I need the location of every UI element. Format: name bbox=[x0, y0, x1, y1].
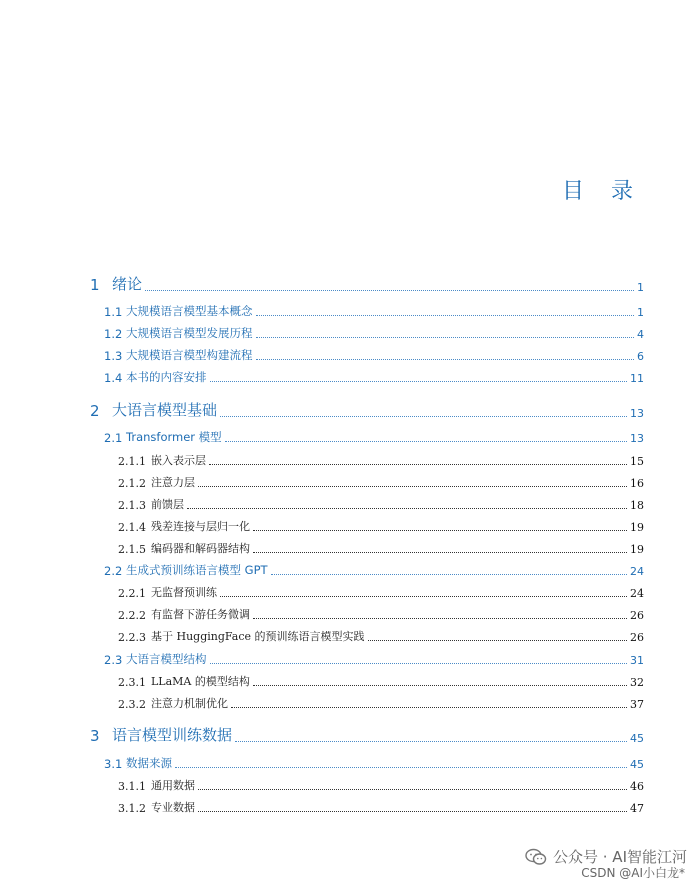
toc-entry-label: 语言模型训练数据 bbox=[112, 726, 233, 744]
toc-entry[interactable] bbox=[90, 724, 644, 745]
toc-entry-label: 注意力机制优化 bbox=[151, 697, 228, 710]
toc-entry-page: 47 bbox=[630, 802, 644, 815]
toc-entry[interactable] bbox=[118, 695, 644, 711]
toc-entry-label: 大语言模型基础 bbox=[112, 401, 218, 419]
dot-leader bbox=[271, 574, 627, 575]
toc-entry-number: 3.1.1 bbox=[118, 780, 146, 793]
toc-entry-number: 2.2.1 bbox=[118, 587, 146, 600]
dot-leader bbox=[198, 811, 627, 812]
toc-entry-number: 1.3 bbox=[104, 349, 123, 363]
toc-entry-number: 2.1.2 bbox=[118, 477, 146, 490]
page-title: 目 录 bbox=[562, 179, 643, 204]
dot-leader bbox=[225, 441, 627, 442]
dot-leader bbox=[210, 663, 628, 664]
toc-entry-page: 45 bbox=[630, 758, 644, 771]
toc-entry-label: 编码器和解码器结构 bbox=[151, 542, 250, 555]
dot-leader bbox=[187, 508, 627, 509]
toc-entry-page: 13 bbox=[630, 432, 644, 445]
dot-leader bbox=[256, 315, 635, 316]
toc-entry-page: 11 bbox=[630, 372, 644, 385]
toc-entry[interactable] bbox=[104, 303, 644, 319]
toc-entry-page: 31 bbox=[630, 654, 644, 667]
toc-entry-number: 2.3.2 bbox=[118, 698, 146, 711]
toc-entry-number: 2.1.4 bbox=[118, 521, 146, 534]
toc-entry-number: 2.1.1 bbox=[118, 455, 146, 468]
toc-entry-label: 生成式预训练语言模型 GPT bbox=[126, 563, 268, 577]
dot-leader bbox=[198, 789, 627, 790]
toc-entry-page: 19 bbox=[630, 543, 644, 556]
toc-entry[interactable] bbox=[104, 651, 644, 667]
toc-entry-number: 2.3 bbox=[104, 653, 123, 667]
toc-entry[interactable] bbox=[118, 474, 644, 490]
dot-leader bbox=[368, 640, 627, 641]
toc-entry-label: 数据来源 bbox=[126, 756, 172, 770]
toc-entry-label: 大规模语言模型构建流程 bbox=[126, 348, 253, 362]
toc-entry-number: 2.2.2 bbox=[118, 609, 146, 622]
toc-entry-page: 1 bbox=[637, 281, 644, 294]
toc-entry-label: 嵌入表示层 bbox=[151, 454, 206, 467]
toc-entry-label: 大规模语言模型基本概念 bbox=[126, 304, 253, 318]
toc-entry-number: 3.1 bbox=[104, 757, 123, 771]
toc-entry[interactable] bbox=[90, 399, 644, 420]
toc-entry[interactable] bbox=[104, 347, 644, 363]
dot-leader bbox=[253, 530, 627, 531]
toc-entry[interactable] bbox=[118, 628, 644, 644]
dot-leader bbox=[175, 767, 627, 768]
wechat-icon bbox=[525, 848, 547, 866]
dot-leader bbox=[210, 381, 628, 382]
toc-entry-page: 24 bbox=[630, 587, 644, 600]
dot-leader bbox=[235, 741, 627, 742]
toc-entry-number: 3.1.2 bbox=[118, 802, 146, 815]
toc-entry-number: 2.3.1 bbox=[118, 676, 146, 689]
toc-entry-page: 37 bbox=[630, 698, 644, 711]
toc-entry-label: 绪论 bbox=[112, 275, 143, 293]
toc-entry-label: Transformer 模型 bbox=[126, 430, 222, 444]
dot-leader bbox=[198, 486, 627, 487]
toc-entry[interactable] bbox=[118, 540, 644, 556]
toc-entry-page: 18 bbox=[630, 499, 644, 512]
toc-entry[interactable] bbox=[104, 429, 644, 445]
toc-entry-number: 1.4 bbox=[104, 371, 123, 385]
toc-entry-label: 有监督下游任务微调 bbox=[151, 608, 250, 621]
dot-leader bbox=[220, 596, 627, 597]
toc-entry-page: 26 bbox=[630, 609, 644, 622]
toc-entry[interactable] bbox=[118, 496, 644, 512]
toc-entry-page: 4 bbox=[637, 328, 644, 341]
toc-entry-page: 45 bbox=[630, 732, 644, 745]
csdn-watermark: CSDN @AI小白龙* bbox=[581, 866, 685, 880]
dot-leader bbox=[253, 618, 627, 619]
dot-leader bbox=[145, 290, 634, 291]
toc-entry-number: 2.1.3 bbox=[118, 499, 146, 512]
toc-entry[interactable] bbox=[118, 584, 644, 600]
toc-entry-label: 残差连接与层归一化 bbox=[151, 520, 250, 533]
toc-entry-page: 15 bbox=[630, 455, 644, 468]
dot-leader bbox=[220, 416, 627, 417]
dot-leader bbox=[253, 685, 627, 686]
toc-entry[interactable] bbox=[118, 452, 644, 468]
toc-entry-label: 大语言模型结构 bbox=[126, 652, 207, 666]
toc-entry-label: 专业数据 bbox=[151, 801, 195, 814]
toc-entry-page: 46 bbox=[630, 780, 644, 793]
toc-entry[interactable] bbox=[118, 799, 644, 815]
watermark-text: 公众号 · AI智能江河 bbox=[553, 848, 687, 866]
toc-entry-page: 13 bbox=[630, 407, 644, 420]
dot-leader bbox=[231, 707, 627, 708]
toc-entry-page: 19 bbox=[630, 521, 644, 534]
toc-entry-label: 基于 HuggingFace 的预训练语言模型实践 bbox=[151, 630, 365, 643]
toc-entry[interactable] bbox=[90, 273, 644, 294]
toc-entry-number: 2.2.3 bbox=[118, 631, 146, 644]
toc-entry[interactable] bbox=[118, 777, 644, 793]
dot-leader bbox=[253, 552, 627, 553]
toc-entry-number: 1 bbox=[90, 276, 100, 294]
toc-entry-number: 2.1.5 bbox=[118, 543, 146, 556]
toc-entry[interactable] bbox=[118, 673, 644, 689]
toc-entry-page: 1 bbox=[637, 306, 644, 319]
toc-entry-label: 注意力层 bbox=[151, 476, 195, 489]
dot-leader bbox=[256, 337, 635, 338]
toc-entry-label: 无监督预训练 bbox=[151, 586, 217, 599]
toc-entry-number: 2.2 bbox=[104, 564, 123, 578]
dot-leader bbox=[209, 464, 627, 465]
toc-entry-page: 6 bbox=[637, 350, 644, 363]
toc-entry-label: 大规模语言模型发展历程 bbox=[126, 326, 253, 340]
toc-entry-number: 2 bbox=[90, 402, 100, 420]
toc-entry[interactable] bbox=[104, 369, 644, 385]
toc-entry-label: 通用数据 bbox=[151, 779, 195, 792]
toc-entry-number: 1.1 bbox=[104, 305, 123, 319]
toc-entry-number: 2.1 bbox=[104, 431, 123, 445]
toc-entry-page: 16 bbox=[630, 477, 644, 490]
toc-entry-page: 24 bbox=[630, 565, 644, 578]
toc-entry[interactable] bbox=[118, 518, 644, 534]
toc-entry-label: LLaMA 的模型结构 bbox=[151, 675, 250, 688]
toc-entry-number: 1.2 bbox=[104, 327, 123, 341]
toc-entry-page: 32 bbox=[630, 676, 644, 689]
toc-entry-number: 3 bbox=[90, 727, 100, 745]
toc-entry[interactable] bbox=[118, 606, 644, 622]
toc-entry-label: 本书的内容安排 bbox=[126, 370, 207, 384]
toc-entry[interactable] bbox=[104, 562, 644, 578]
toc-entry[interactable] bbox=[104, 755, 644, 771]
toc-entry-label: 前馈层 bbox=[151, 498, 184, 511]
dot-leader bbox=[256, 359, 635, 360]
toc-entry[interactable] bbox=[104, 325, 644, 341]
toc-entry-page: 26 bbox=[630, 631, 644, 644]
